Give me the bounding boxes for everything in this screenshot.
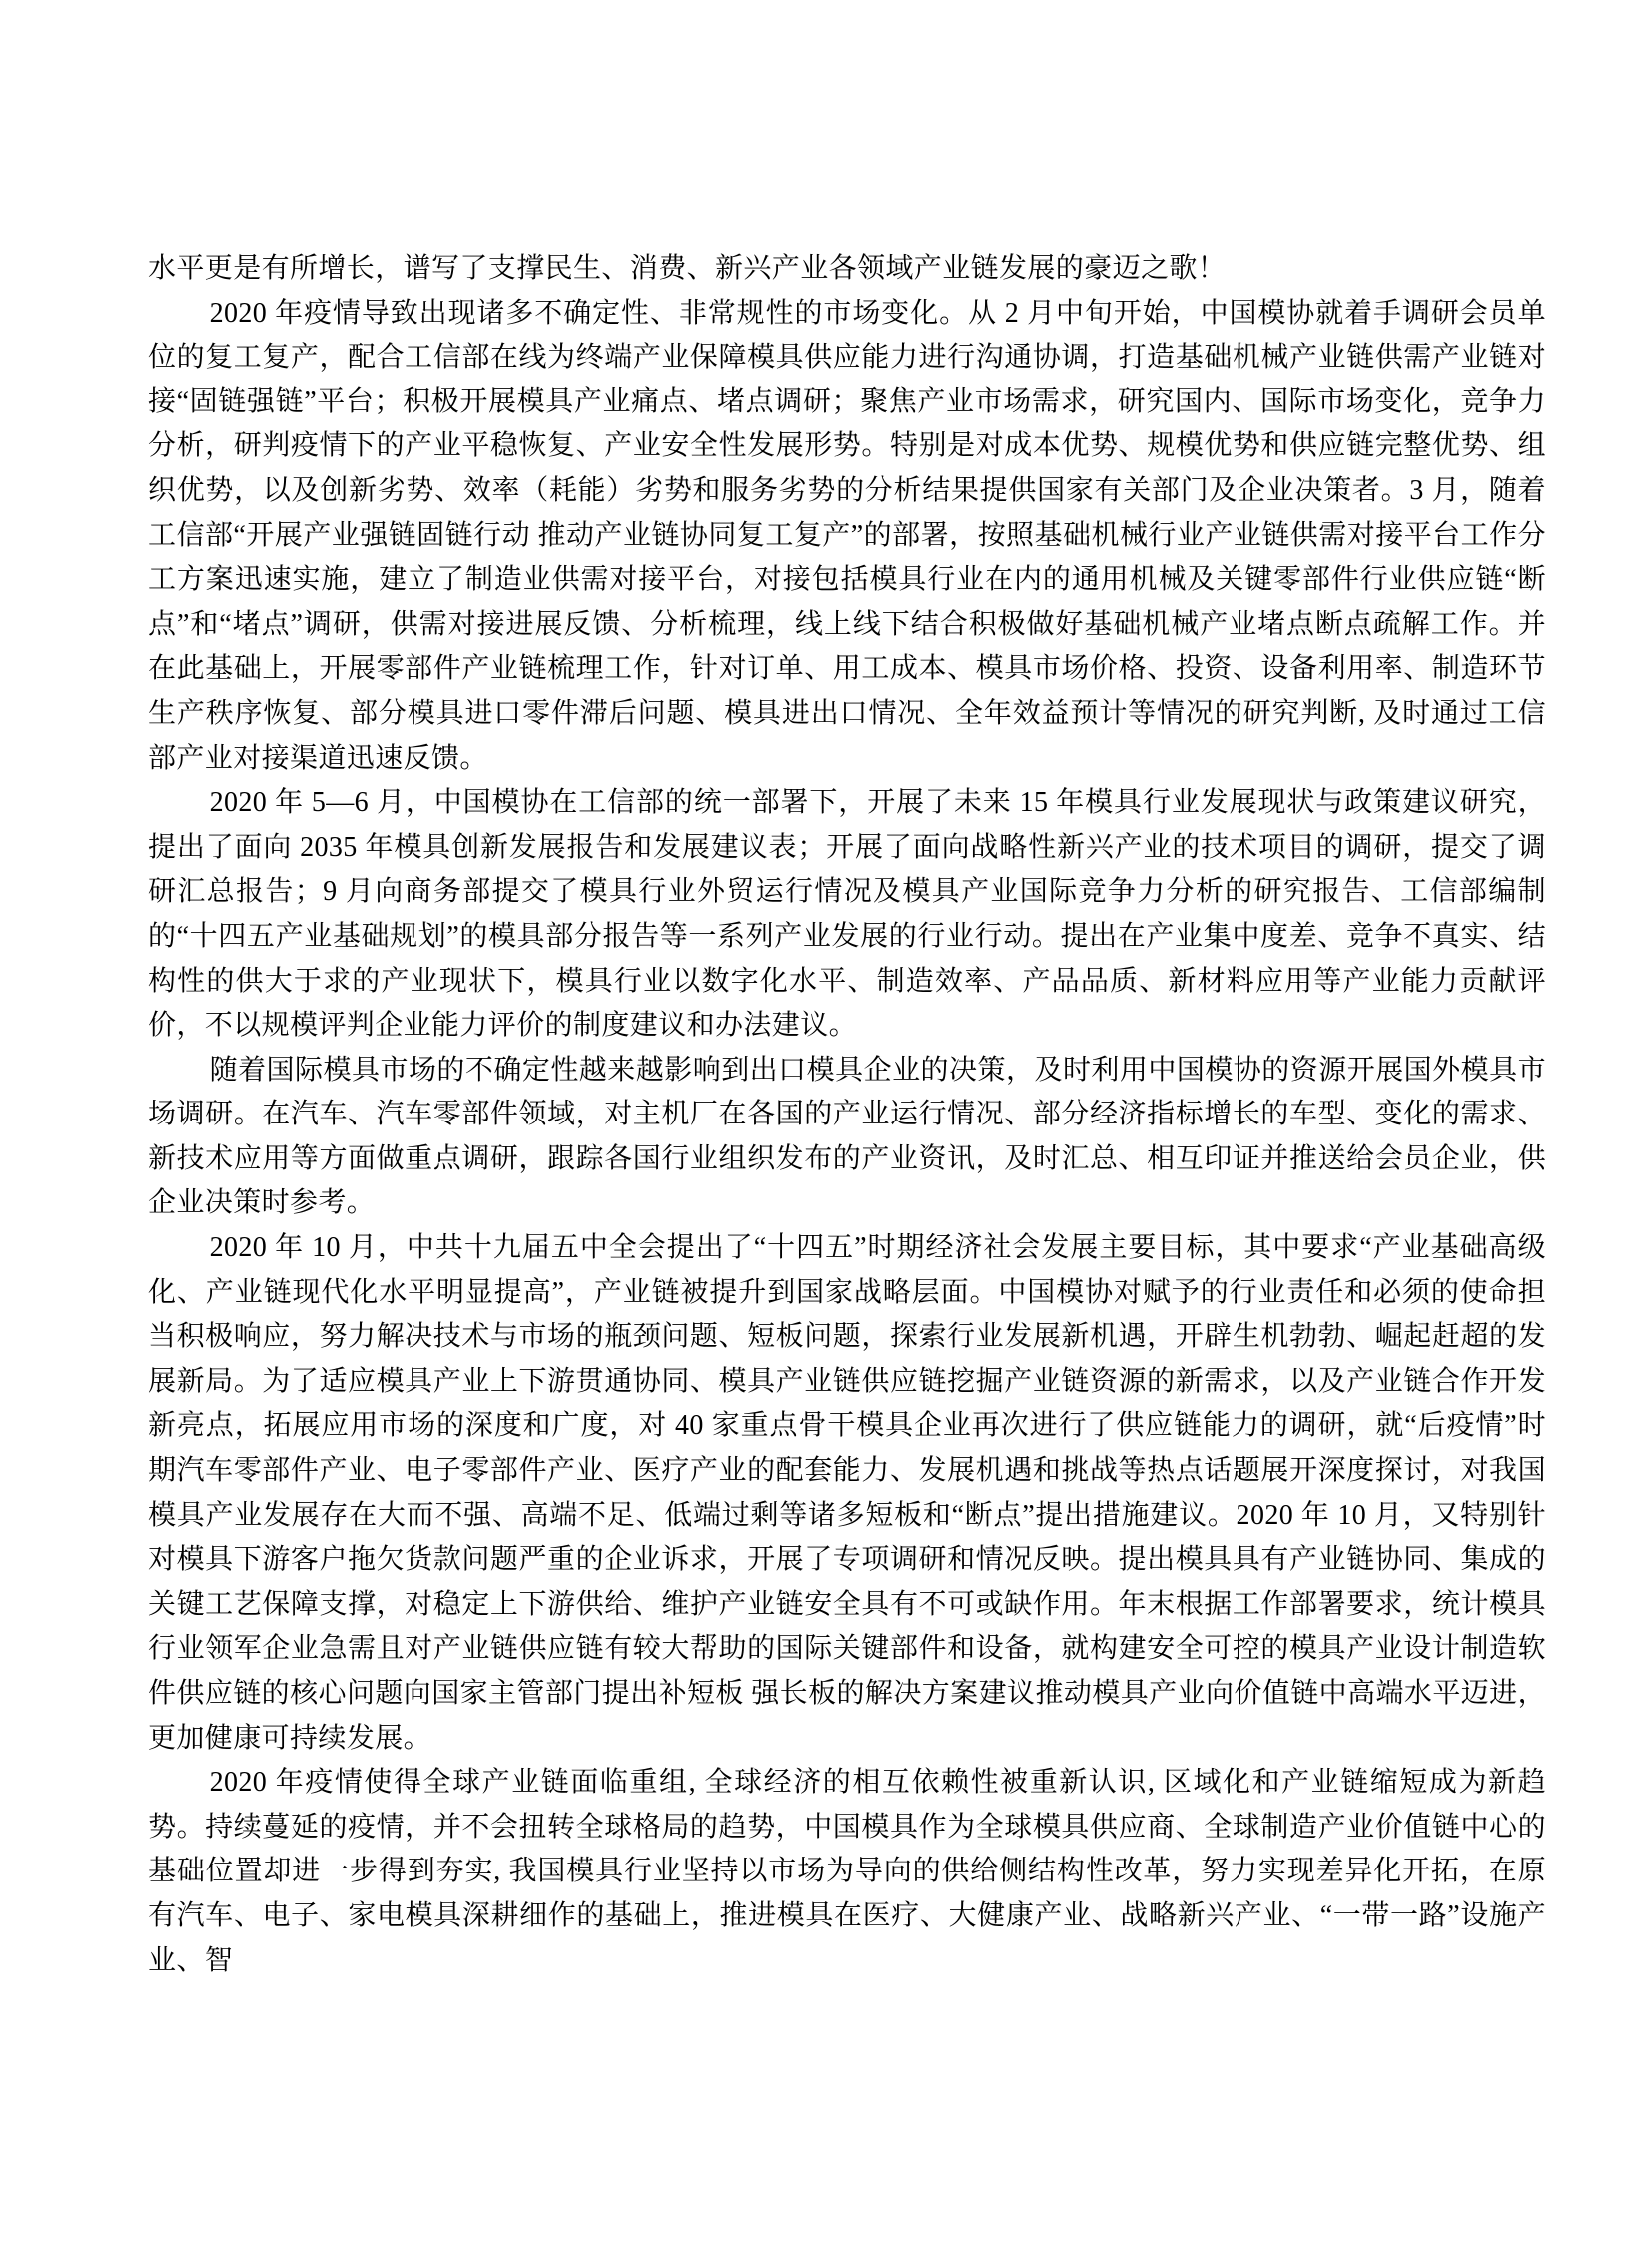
paragraph: 2020 年疫情使得全球产业链面临重组, 全球经济的相互依赖性被重新认识, 区域化和产业链缩短成为新趋势。持续蔓延的疫情，并不会扭转全球格局的趋势，中国模具作为全球模具供应商、全球制造产业价值链中心的基础位置却进一步得到夯实, 我国模具行业坚持以市场为导向的供给侧结构性改革，努力实现差异化开拓，在原有汽车、电子、家电模具深耕细作的基础上，推进模具在医疗、大健康产业、战略新兴产业、“一带一路”设施产业、智	[148, 1767, 1546, 1976]
paragraph: 2020 年 5—6 月，中国模协在工信部的统一部署下，开展了未来 15 年模具行业发展现状与政策建议研究，提出了面向 2035 年模具创新发展报告和发展建议表；开展了面向战略性新兴产业的技术项目的调研，提交了调研汇总报告；9 月向商务部提交了模具行业外贸运行情况及模具产业国际竞争力分析的研究报告、工信部编制的“十四五产业基础规划”的模具部分报告等一系列产业发展的行业行动。提出在产业集中度差、竞争不真实、结构性的供大于求的产业现状下，模具行业以数字化水平、制造效率、产品品质、新材料应用等产业能力贡献评价，不以规模评判企业能力评价的制度建议和办法建议。	[148, 787, 1546, 1042]
text-block	[148, 247, 1546, 1983]
paragraph: 2020 年 10 月，中共十九届五中全会提出了“十四五”时期经济社会发展主要目标，其中要求“产业基础高级化、产业链现代化水平明显提高”，产业链被提升到国家战略层面。中国模协对赋予的行业责任和必须的使命担当积极响应，努力解决技术与市场的瓶颈问题、短板问题，探索行业发展新机遇，开辟生机勃勃、崛起赶超的发展新局。为了适应模具产业上下游贯通协同、模具产业链供应链挖掘产业链资源的新需求，以及产业链合作开发新亮点，拓展应用市场的深度和广度，对 40 家重点骨干模具企业再次进行了供应链能力的调研，就“后疫情”时期汽车零部件产业、电子零部件产业、医疗产业的配套能力、发展机遇和挑战等热点话题展开深度探讨，对我国模具产业发展存在大而不强、高端不足、低端过剩等诸多短板和“断点”提出措施建议。2020 年 10 月，又特别针对模具下游客户拖欠货款问题严重的企业诉求，开展了专项调研和情况反映。提出模具具有产业链协同、集成的关键工艺保障支撑，对稳定上下游供给、维护产业链安全具有不可或缺作用。年末根据工作部署要求，统计模具行业领军企业急需且对产业链供应链有较大帮助的国际关键部件和设备，就构建安全可控的模具产业设计制造软件供应链的核心问题向国家主管部门提出补短板 强长板的解决方案建议推动模具产业向价值链中高端水平迈进，更加健康可持续发展。	[148, 1232, 1546, 1754]
paragraph: 2020 年疫情导致出现诸多不确定性、非常规性的市场变化。从 2 月中旬开始，中国模协就着手调研会员单位的复工复产，配合工信部在线为终端产业保障模具供应能力进行沟通协调，打造基础机械产业链供需产业链对接“固链强链”平台；积极开展模具产业痛点、堵点调研；聚焦产业市场需求，研究国内、国际市场变化，竞争力分析，研判疫情下的产业平稳恢复、产业安全性发展形势。特别是对成本优势、规模优势和供应链完整优势、组织优势，以及创新劣势、效率（耗能）劣势和服务劣势的分析结果提供国家有关部门及企业决策者。3 月，随着工信部“开展产业强链固链行动 推动产业链协同复工复产”的部署，按照基础机械行业产业链供需对接平台工作分工方案迅速实施，建立了制造业供需对接平台，对接包括模具行业在内的通用机械及关键零部件行业供应链“断点”和“堵点”调研，供需对接进展反馈、分析梳理，线上线下结合积极做好基础机械产业堵点断点疏解工作。并在此基础上，开展零部件产业链梳理工作，针对订单、用工成本、模具市场价格、投资、设备利用率、制造环节生产秩序恢复、部分模具进口零件滞后问题、模具进出口情况、全年效益预计等情况的研究判断, 及时通过工信部产业对接渠道迅速反馈。	[148, 297, 1546, 774]
paragraph: 水平更是有所增长，谱写了支撑民生、消费、新兴产业各领域产业链发展的豪迈之歌！	[148, 253, 1227, 284]
paragraph: 随着国际模具市场的不确定性越来越影响到出口模具企业的决策，及时利用中国模协的资源开展国外模具市场调研。在汽车、汽车零部件领域，对主机厂在各国的产业运行情况、部分经济指标增长的车型、变化的需求、新技术应用等方面做重点调研，跟踪各国行业组织发布的产业资讯，及时汇总、相互印证并推送给会员企业，供企业决策时参考。	[148, 1054, 1546, 1219]
